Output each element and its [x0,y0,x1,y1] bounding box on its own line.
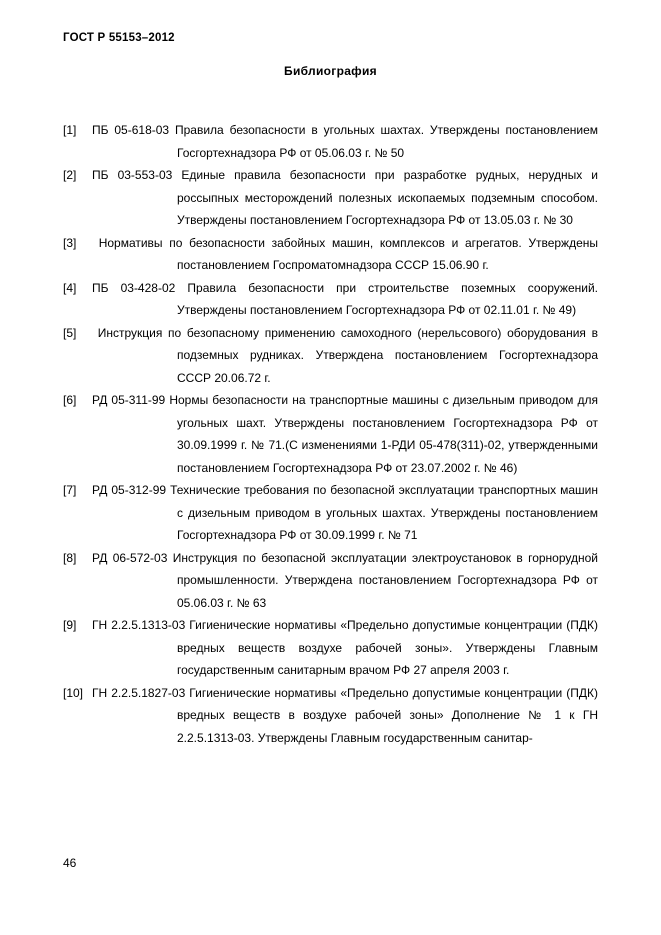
entry-code: ПБ 05-618-03 [92,123,170,137]
bibliography-entry [63,232,598,277]
bibliography-entry [63,389,598,479]
entry-code: ПБ 03-428-02 [92,280,176,295]
entry-text: Инструкция по безопасной эксплуатации электроустановок в горнорудной промышленности. Утверждена постановлением Госгортехнадзора РФ от 05.06.03 г. № 63 [172,550,598,610]
entry-text: Правила безопасности в угольных шахтах. Утверждены постановлением Госгортехнадзора РФ от 05.06.03 г. № 50 [174,123,598,160]
bibliography-entry [63,322,598,390]
bibliography-list [63,119,598,749]
entry-ref: [4] [63,280,77,295]
entry-ref: [9] [63,618,77,632]
bibliography-entry [63,682,598,750]
entry-ref: [1] [63,123,77,137]
bibliography-entry [63,164,598,232]
entry-ref: [5] [63,325,77,340]
bibliography-entry [63,614,598,682]
entry-text: Инструкция по безопасному применению самоходного (нерельсового) оборудования в подземных рудниках. Утверждена постановлением Госгортехнадзора СССР 20.06.72 г. [97,325,598,385]
entry-code: РД 05-312-99 [92,483,167,497]
entry-ref: [8] [63,550,77,565]
document-header: ГОСТ Р 55153–2012 [63,32,175,44]
entry-text: Единые правила безопасности при разработке рудных, нерудных и россыпных месторождений полезных ископаемых подземным способом. Утверждены постановлением Госгортехнадзора РФ от 13.05.03 г. № 30 [177,168,598,227]
bibliography-entry [63,547,598,615]
entry-text: Гигиенические нормативы «Предельно допустимые концентрации (ПДК) вредных веществ в воздухе рабочей зоны» Дополнение № 1 к ГН 2.2.5.1313-03. Утверждены Главным государственным санитар- [177,685,598,745]
entry-code: РД 05-311-99 [92,393,166,407]
bibliography-entry [63,479,598,547]
entry-ref: [2] [63,168,77,182]
entry-code: РД 06-572-03 [92,550,168,565]
entry-ref: [10] [63,685,84,700]
page-title: Библиография [284,64,377,78]
entry-text: Технические требования по безопасной эксплуатации транспортных машин с дизельным приводом в угольных шахтах. Утверждены постановлением Госгортехнадзора РФ от 30.09.1999 г. № 71 [170,483,598,542]
bibliography-entry [63,277,598,322]
entry-code: ПБ 03-553-03 [92,168,173,182]
entry-text: Нормативы по безопасности забойных машин, комплексов и агрегатов. Утверждены постановлением Госпроматомнадзора СССР 15.06.90 г. [98,235,598,272]
entry-ref: [6] [63,393,77,407]
entry-text: Нормы безопасности на транспортные машины с дизельным приводом для угольных шахт. Утверждены постановлением Госгортехнадзора РФ от 30.09.1999 г. № 71.(С изменениями 1-РДИ 05-478(311)-02, утвержденными постановлением Госгортехнадзора РФ от 23.07.2002 г. № 46) [169,393,598,475]
page-number: 46 [63,856,77,870]
entry-text: Правила безопасности при строительстве поземных сооружений. Утверждены постановлением Госгортехнадзора РФ от 02.11.01 г. № 49) [177,280,598,317]
entry-ref: [7] [63,483,77,497]
entry-text: Гигиенические нормативы «Предельно допустимые концентрации (ПДК) вредных веществ воздухе рабочей зоны». Утверждены Главным государственным санитарным врачом РФ 27 апреля 2003 г. [177,618,598,677]
entry-code: ГН 2.2.5.1313-03 [92,618,186,632]
entry-code: ГН 2.2.5.1827-03 [92,685,186,700]
entry-ref: [3] [63,235,77,250]
bibliography-entry [63,119,598,164]
